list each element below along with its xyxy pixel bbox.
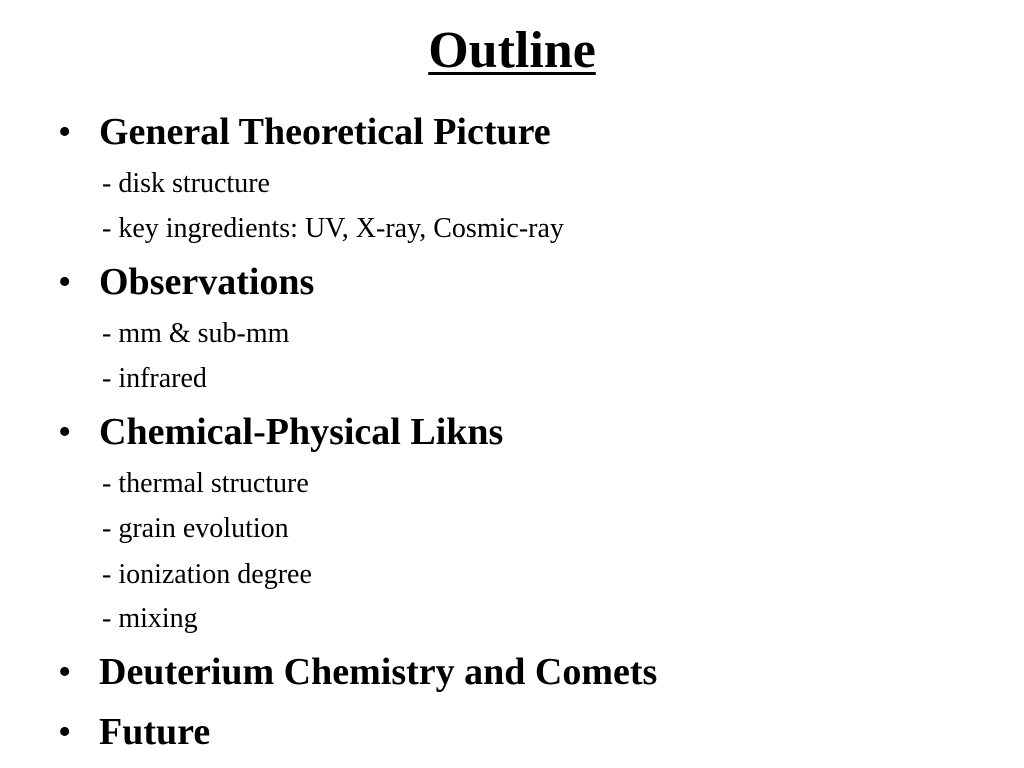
bullet-chemical-physical-links	[58, 413, 503, 451]
sub-item-disk-structure: - disk structure	[102, 168, 270, 199]
bullet-icon: •	[58, 651, 72, 693]
bullet-icon: •	[58, 261, 72, 303]
bullet-icon: •	[58, 411, 72, 453]
bullet-icon: •	[58, 111, 72, 153]
sub-item-infrared: - infrared	[102, 363, 207, 394]
bullet-observations	[58, 263, 314, 301]
bullet-heading: Observations	[99, 261, 315, 303]
bullet-icon: •	[58, 711, 72, 753]
bullet-general-theoretical-picture	[58, 113, 551, 151]
bullet-deuterium-chemistry	[58, 653, 657, 691]
sub-item-grain-evolution: - grain evolution	[102, 513, 289, 544]
bullet-heading: Chemical-Physical Likns	[99, 411, 504, 453]
sub-item-mm-sub-mm: - mm & sub-mm	[102, 318, 290, 349]
bullet-heading: Future	[99, 711, 211, 753]
sub-item-thermal-structure: - thermal structure	[102, 468, 309, 499]
sub-item-mixing: - mixing	[102, 603, 198, 634]
sub-item-ionization-degree: - ionization degree	[102, 559, 312, 590]
bullet-future	[58, 713, 210, 751]
bullet-heading: Deuterium Chemistry and Comets	[99, 651, 658, 693]
sub-item-key-ingredients: - key ingredients: UV, X-ray, Cosmic-ray	[102, 213, 564, 244]
slide-title: Outline	[428, 22, 596, 79]
bullet-heading: General Theoretical Picture	[99, 111, 551, 153]
